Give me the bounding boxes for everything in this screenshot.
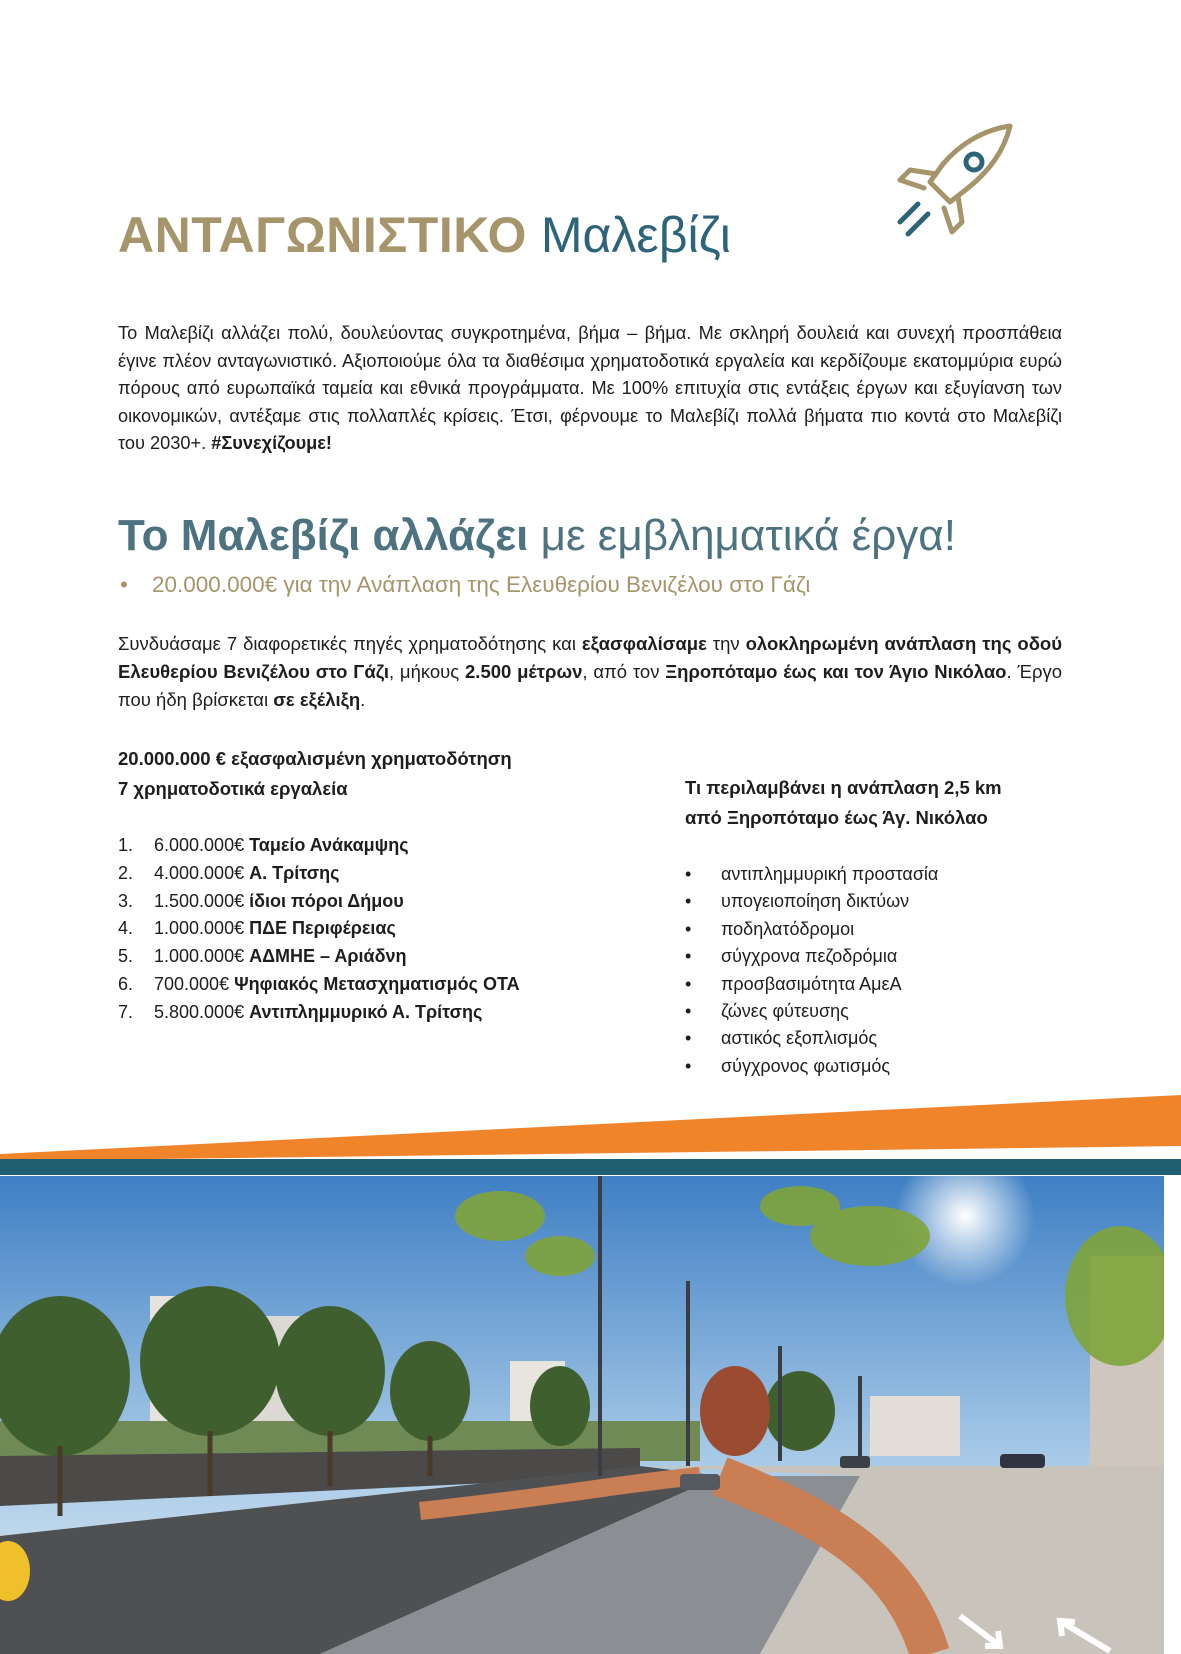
list-item [685, 888, 938, 915]
list-item [118, 888, 520, 916]
item-name: Ψηφιακός Μετασχηματισμός ΟΤΑ [234, 973, 520, 994]
item-text: υπογειοποίηση δικτύων [721, 891, 910, 912]
item-number: 5. [118, 946, 134, 967]
includes-heading [685, 773, 1002, 833]
item-name: Α. Τρίτσης [249, 862, 340, 883]
para2-b1: εξασφαλίσαμε [581, 633, 707, 654]
item-amount: 1.000.000€ [154, 918, 245, 939]
section-heading-bold: Το Μαλεβίζι αλλάζει [118, 511, 529, 560]
funding-heading-line2: 7 χρηματοδοτικά εργαλεία [118, 778, 348, 799]
para2-p3: , μήκους [388, 661, 466, 682]
para2-p1: Συνδυάσαμε 7 διαφορετικές πηγές χρηματοδότησης και [118, 633, 582, 654]
item-name: ίδιοι πόροι Δήμου [249, 890, 404, 911]
item-text: προσβασιμότητα ΑμεΑ [721, 973, 902, 994]
item-amount: 5.800.000€ [154, 1001, 245, 1022]
section-heading [118, 510, 956, 562]
list-item [118, 971, 520, 999]
project-paragraph [118, 630, 1062, 714]
page-title [118, 205, 731, 265]
intro-hashtag: #Συνεχίζουμε! [211, 433, 332, 453]
intro-text: Το Μαλεβίζι αλλάζει πολύ, δουλεύοντας συγκροτημένα, βήμα – βήμα. Με σκληρή δουλειά και συνεχή προσπάθεια έγινε πλέον ανταγωνιστικό. Αξιοποιούμε όλα τα διαθέσιμα χρηματοδοτικά εργαλεία και κερδίζουμε εκατομμύρια ευρώ πόρους από ευρωπαϊκά ταμεία και εθνικά προγράμματα. Με 100% επιτυχία στις εντάξεις έργων και εξυγίανση των οικονομικών, αντέξαμε στις πολλαπλές κρίσεις. Έτσι, φέρνουμε το Μαλεβίζι πολλά βήματα πιο κοντά στο Μαλεβίζι του 2030+. [118, 323, 1062, 453]
item-amount: 6.000.000€ [154, 835, 245, 855]
item-name: Αντιπλημμυρικό Α. Τρίτσης [249, 1001, 483, 1022]
item-name: ΑΔΜΗΕ – Αριάδνη [249, 946, 407, 967]
title-bold: ΑΝΤΑΓΩΝΙΣΤΙΚΟ [118, 207, 527, 263]
item-text: αντιπλημμυρική προστασία [721, 864, 939, 884]
list-item [685, 943, 938, 970]
item-number: 1. [118, 835, 134, 855]
bullet-symbol: • [685, 864, 692, 884]
bullet-symbol: • [685, 891, 692, 912]
funding-list [118, 832, 520, 1027]
list-item [685, 916, 938, 943]
para2-b5: σε εξέλιξη [273, 689, 361, 710]
item-text: ζώνες φύτευσης [721, 1000, 849, 1021]
bullet-symbol: • [685, 1055, 692, 1076]
bullet-symbol: • [685, 1000, 692, 1021]
bullet-symbol: • [120, 572, 128, 597]
section-bullet-text: 20.000.000€ για την Ανάπλαση της Ελευθερίου Βενιζέλου στο Γάζι [152, 572, 811, 597]
item-amount: 4.000.000€ [154, 862, 245, 883]
funding-heading-line1: 20.000.000 € εξασφαλισμένη χρηματοδότηση [118, 748, 512, 769]
item-number: 3. [118, 890, 134, 911]
intro-paragraph [118, 320, 1062, 458]
para2-p2: την [706, 633, 746, 654]
list-item [685, 1025, 938, 1052]
para2-p6: . [360, 689, 366, 710]
list-item [118, 999, 520, 1027]
section-bullet [120, 570, 810, 600]
para2-p4: , από τον [582, 661, 666, 682]
item-amount: 1.500.000€ [154, 890, 245, 911]
item-number: 2. [118, 862, 134, 883]
list-item [685, 998, 938, 1025]
item-name: ΠΔΕ Περιφέρειας [249, 918, 396, 939]
item-number: 4. [118, 918, 134, 939]
bullet-symbol: • [685, 946, 692, 967]
para2-b2: ολοκληρωμένη ανάπλαση της οδού Ελευθερίου Βενιζέλου στο Γάζι [118, 633, 1062, 682]
item-amount: 700.000€ [154, 973, 230, 994]
list-item [685, 971, 938, 998]
street-rendering [0, 1176, 1164, 1654]
list-item [118, 943, 520, 971]
list-item [118, 860, 520, 888]
para2-p5: . Έργο που ήδη βρίσκεται [118, 661, 1063, 710]
includes-list [685, 861, 938, 1080]
list-item [118, 915, 520, 943]
title-light: Μαλεβίζι [540, 207, 731, 263]
includes-heading-line2: από Ξηροπόταμο έως Άγ. Νικόλαο [685, 807, 988, 828]
item-text: σύγχρονος φωτισμός [721, 1055, 891, 1076]
bullet-symbol: • [685, 973, 692, 994]
list-item [685, 861, 938, 888]
funding-heading [118, 744, 512, 804]
bullet-symbol: • [685, 918, 692, 939]
item-number: 6. [118, 973, 134, 994]
para2-b3: 2.500 μέτρων [465, 661, 583, 682]
para2-b4: Ξηροπόταμο έως και τον Άγιο Νικόλαο [665, 661, 1007, 682]
includes-heading-line1: Τι περιλαμβάνει η ανάπλαση 2,5 km [685, 777, 1002, 798]
item-amount: 1.000.000€ [154, 946, 245, 967]
bullet-symbol: • [685, 1028, 692, 1049]
item-text: σύγχρονα πεζοδρόμια [721, 946, 898, 967]
item-text: αστικός εξοπλισμός [721, 1028, 878, 1049]
item-text: ποδηλατόδρομοι [721, 918, 855, 939]
decorative-band [0, 1095, 1181, 1175]
item-number: 7. [118, 1001, 134, 1022]
list-item [118, 832, 520, 860]
item-name: Ταμείο Ανάκαμψης [249, 835, 409, 855]
section-heading-light: με εμβληματικά έργα! [540, 511, 956, 560]
rocket-icon [888, 122, 1018, 252]
list-item [685, 1053, 938, 1080]
